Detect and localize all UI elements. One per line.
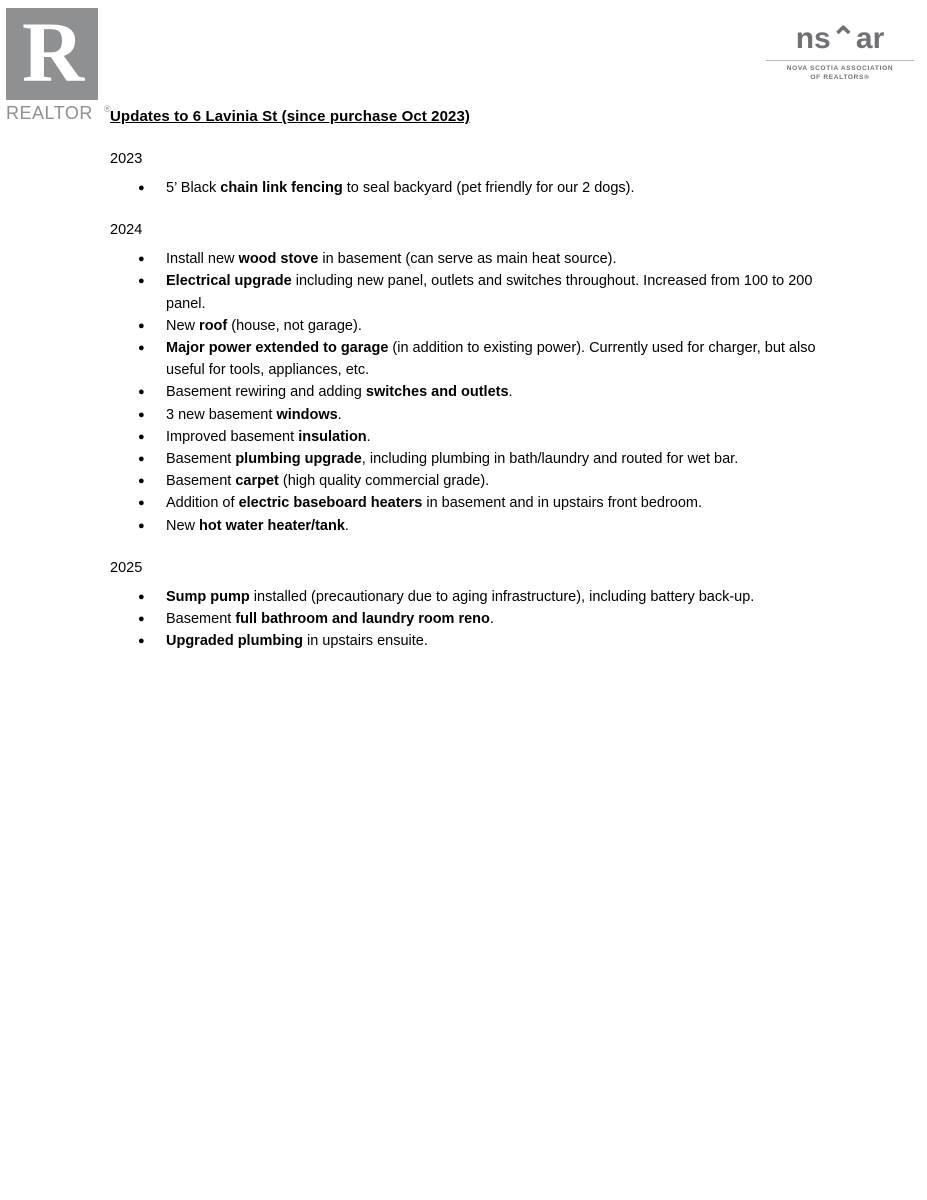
- list-item: [110, 630, 850, 652]
- list-item-text: .: [489, 611, 494, 628]
- list-item-text: .: [337, 406, 342, 423]
- list-item-text: Addition of: [166, 495, 239, 512]
- list-item-text: (high quality commercial grade).: [278, 473, 490, 490]
- list-item-text: Install new: [166, 251, 239, 268]
- list-item: [110, 426, 850, 448]
- list-item: [110, 248, 850, 270]
- document-body: [110, 106, 850, 652]
- list-item-text: .: [344, 517, 349, 534]
- section-year: 2025: [110, 559, 143, 576]
- list-item: [110, 470, 850, 492]
- list-item-emphasis: plumbing upgrade: [235, 451, 362, 468]
- list-item: [110, 492, 850, 514]
- list-item-emphasis: Upgraded plumbing: [166, 633, 303, 650]
- list-item-emphasis: wood stove: [238, 251, 319, 268]
- list-item-text: Basement: [166, 611, 236, 628]
- list-item-text: including new panel, outlets and switches throughout. Increased from 100 to 200 panel.: [166, 273, 813, 312]
- list-item-emphasis: windows: [276, 406, 338, 423]
- list-item-text: to seal backyard (pet friendly for our 2 dogs).: [342, 180, 635, 196]
- nsar-subtitle-line1: NOVA SCOTIA ASSOCIATION: [786, 65, 894, 72]
- list-item: [110, 586, 850, 608]
- list-item-emphasis: chain link fencing: [220, 180, 343, 196]
- list-item-text: New: [166, 517, 200, 534]
- list-item-emphasis: Sump pump: [166, 588, 250, 605]
- list-item-text: in basement and in upstairs front bedroom.: [422, 495, 703, 512]
- list-item: [110, 608, 850, 630]
- nsar-subtitle-line2: OF REALTORS®: [810, 74, 870, 81]
- realtor-r-letter: R: [21, 4, 83, 100]
- list-item: [110, 404, 850, 426]
- realtor-registered-mark: ®: [104, 104, 111, 114]
- list-item-emphasis: hot water heater/tank: [199, 517, 345, 534]
- list-item-text: New: [166, 317, 200, 334]
- list-item: [110, 381, 850, 403]
- nsar-logo: [765, 22, 915, 82]
- list-item: [110, 177, 850, 199]
- list-item-emphasis: roof: [199, 317, 228, 334]
- list-item-text: (house, not garage).: [227, 317, 362, 334]
- list-item-text: Improved basement: [166, 428, 299, 445]
- list-item-emphasis: full bathroom and laundry room reno: [235, 611, 490, 628]
- list-item: [110, 515, 850, 537]
- page-title: Updates to 6 Lavinia St (since purchase Oct 2023): [110, 108, 471, 125]
- list-item: [110, 448, 850, 470]
- list-item: [110, 315, 850, 337]
- section-year: 2023: [110, 151, 143, 167]
- list-item: [110, 337, 850, 381]
- list-item-emphasis: Electrical upgrade: [166, 273, 292, 290]
- updates-list: [110, 586, 850, 653]
- list-item-emphasis: electric baseboard heaters: [238, 495, 423, 512]
- list-item-emphasis: Major power extended to garage: [166, 340, 389, 357]
- nsar-divider: [766, 60, 914, 61]
- list-item-text: in basement (can serve as main heat source).: [318, 251, 617, 268]
- updates-list: [110, 248, 850, 537]
- realtor-wordmark: REALTOR: [6, 103, 93, 123]
- list-item-emphasis: switches and outlets: [365, 384, 509, 401]
- list-item-text: .: [366, 428, 371, 445]
- list-item-emphasis: insulation: [298, 428, 367, 445]
- nsar-wordmark: ns⌃ar: [795, 22, 885, 55]
- list-item-text: Basement rewiring and adding: [166, 384, 366, 401]
- list-item: [110, 270, 850, 314]
- section-year: 2024: [110, 222, 143, 239]
- realtor-logo-block: [6, 4, 98, 100]
- nsar-mark: [765, 22, 915, 56]
- list-item-text: Basement: [166, 473, 236, 490]
- list-item-text: installed (precautionary due to aging infrastructure), including battery back-up.: [249, 588, 755, 605]
- list-item-text: in upstairs ensuite.: [302, 633, 428, 650]
- list-item-text: , including plumbing in bath/laundry and routed for wet bar.: [361, 451, 739, 468]
- list-item-emphasis: carpet: [235, 473, 279, 490]
- list-item-text: Basement: [166, 451, 236, 468]
- list-item-text: (in addition to existing power). Currently used for charger, but also useful for tools, appliances, etc.: [166, 340, 816, 379]
- list-item-text: .: [508, 384, 513, 401]
- document-sections: [110, 149, 850, 652]
- list-item-text: 3 new basement: [166, 406, 277, 423]
- list-item-text: 5’ Black: [166, 180, 221, 196]
- updates-list: [110, 177, 850, 199]
- realtor-logo: [6, 4, 116, 123]
